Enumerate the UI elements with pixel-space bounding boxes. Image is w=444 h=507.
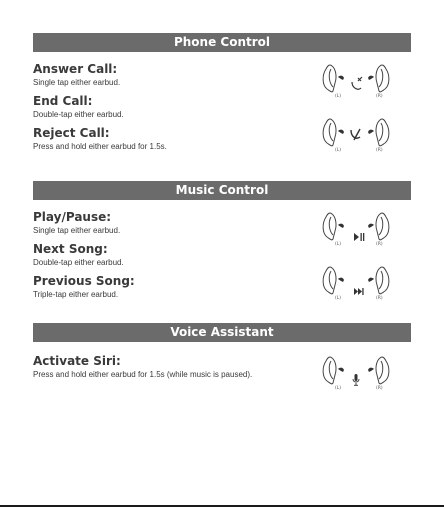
right-earbud-label: (R): [376, 296, 383, 301]
next-track-icon: [318, 263, 394, 313]
section-header-phone-control: Phone Control: [33, 33, 411, 52]
right-earbud-label: (R): [376, 242, 383, 247]
answer-call-description: Single tap either earbud.: [33, 78, 121, 87]
play-pause-title: Play/Pause:: [33, 210, 112, 224]
left-earbud-label: (L): [335, 94, 342, 99]
section-header-music-control: Music Control: [33, 181, 411, 200]
reject-call-icon: [318, 115, 394, 165]
microphone-icon: [318, 353, 394, 403]
answer-call-icon: [318, 61, 394, 111]
play-pause-earbuds-figure: [318, 209, 394, 259]
section-header-voice-assistant: Voice Assistant: [33, 323, 411, 342]
left-earbud-label: (L): [335, 386, 342, 391]
end-call-description: Double-tap either earbud.: [33, 110, 124, 119]
previous-song-title: Previous Song:: [33, 274, 135, 288]
left-earbud-label: (L): [335, 242, 342, 247]
previous-song-description: Triple-tap either earbud.: [33, 290, 119, 299]
reject-call-title: Reject Call:: [33, 126, 110, 140]
end-call-title: End Call:: [33, 94, 93, 108]
end-call-earbuds-figure: [318, 115, 394, 165]
play-pause-description: Single tap either earbud.: [33, 226, 121, 235]
activate-siri-earbuds-figure: [318, 353, 394, 403]
play-pause-icon: [318, 209, 394, 259]
reject-call-description: Press and hold either earbud for 1.5s.: [33, 142, 167, 151]
right-earbud-label: (R): [376, 94, 383, 99]
activate-siri-description: Press and hold either earbud for 1.5s (while music is paused).: [33, 370, 253, 379]
left-earbud-label: (L): [335, 296, 342, 301]
next-song-earbuds-figure: [318, 263, 394, 313]
right-earbud-label: (R): [376, 386, 383, 391]
right-earbud-label: (R): [376, 148, 383, 153]
next-song-description: Double-tap either earbud.: [33, 258, 124, 267]
answer-call-title: Answer Call:: [33, 62, 118, 76]
answer-call-earbuds-figure: [318, 61, 394, 111]
next-song-title: Next Song:: [33, 242, 108, 256]
left-earbud-label: (L): [335, 148, 342, 153]
activate-siri-title: Activate Siri:: [33, 354, 121, 368]
